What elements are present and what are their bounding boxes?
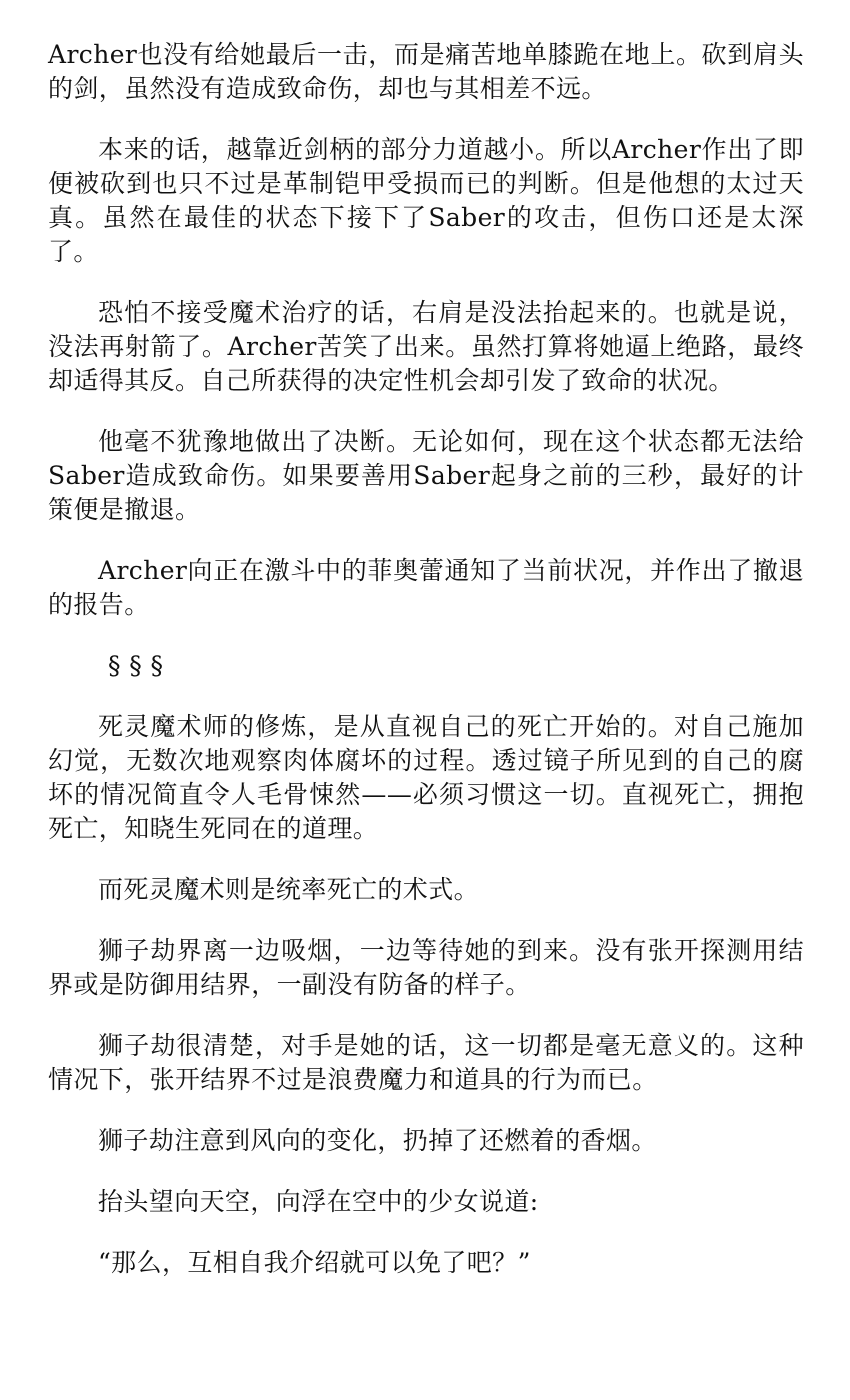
paragraph: Archer也没有给她最后一击，而是痛苦地单膝跪在地上。砍到肩头的剑，虽然没有造成致命伤，却也与其相差不远。 — [48, 40, 804, 103]
paragraph: 他毫不犹豫地做出了决断。无论如何，现在这个状态都无法给Saber造成致命伤。如果要善用Saber起身之前的三秒，最好的计策便是撤退。 — [48, 427, 804, 524]
document-page — [48, 38, 804, 1307]
paragraph: 抬头望向天空，向浮在空中的少女说道: — [98, 1187, 539, 1216]
paragraph: 狮子劫很清楚，对手是她的话，这一切都是毫无意义的。这种情况下，张开结界不过是浪费魔力和道具的行为而已。 — [48, 1031, 804, 1094]
section-separator: § § § — [108, 651, 164, 680]
paragraph: 恐怕不接受魔术治疗的话，右肩是没法抬起来的。也就是说，没法再射箭了。Archer苦笑了出来。虽然打算将她逼上绝路，最终却适得其反。自己所获得的决定性机会却引发了致命的状况。 — [48, 298, 804, 395]
paragraph: 而死灵魔术则是统率死亡的术式。 — [98, 875, 480, 904]
paragraph: 狮子劫界离一边吸烟，一边等待她的到来。没有张开探测用结界或是防御用结界，一副没有防备的样子。 — [48, 936, 804, 999]
paragraph: 狮子劫注意到风向的变化，扔掉了还燃着的香烟。 — [98, 1126, 657, 1155]
paragraph: Archer向正在激斗中的菲奥蕾通知了当前状况，并作出了撤退的报告。 — [48, 556, 804, 619]
paragraph: “那么，互相自我介绍就可以免了吧？” — [98, 1248, 531, 1277]
paragraph: 本来的话，越靠近剑柄的部分力道越小。所以Archer作出了即便被砍到也只不过是革制铠甲受损而已的判断。但是他想的太过天真。虽然在最佳的状态下接下了Saber的攻击，但伤口还是太深了。 — [48, 135, 804, 266]
paragraph: 死灵魔术师的修炼，是从直视自己的死亡开始的。对自己施加幻觉，无数次地观察肉体腐坏的过程。透过镜子所见到的自己的腐坏的情况简直令人毛骨悚然——必须习惯这一切。直视死亡，拥抱死亡，知晓生死同在的道理。 — [48, 712, 804, 843]
